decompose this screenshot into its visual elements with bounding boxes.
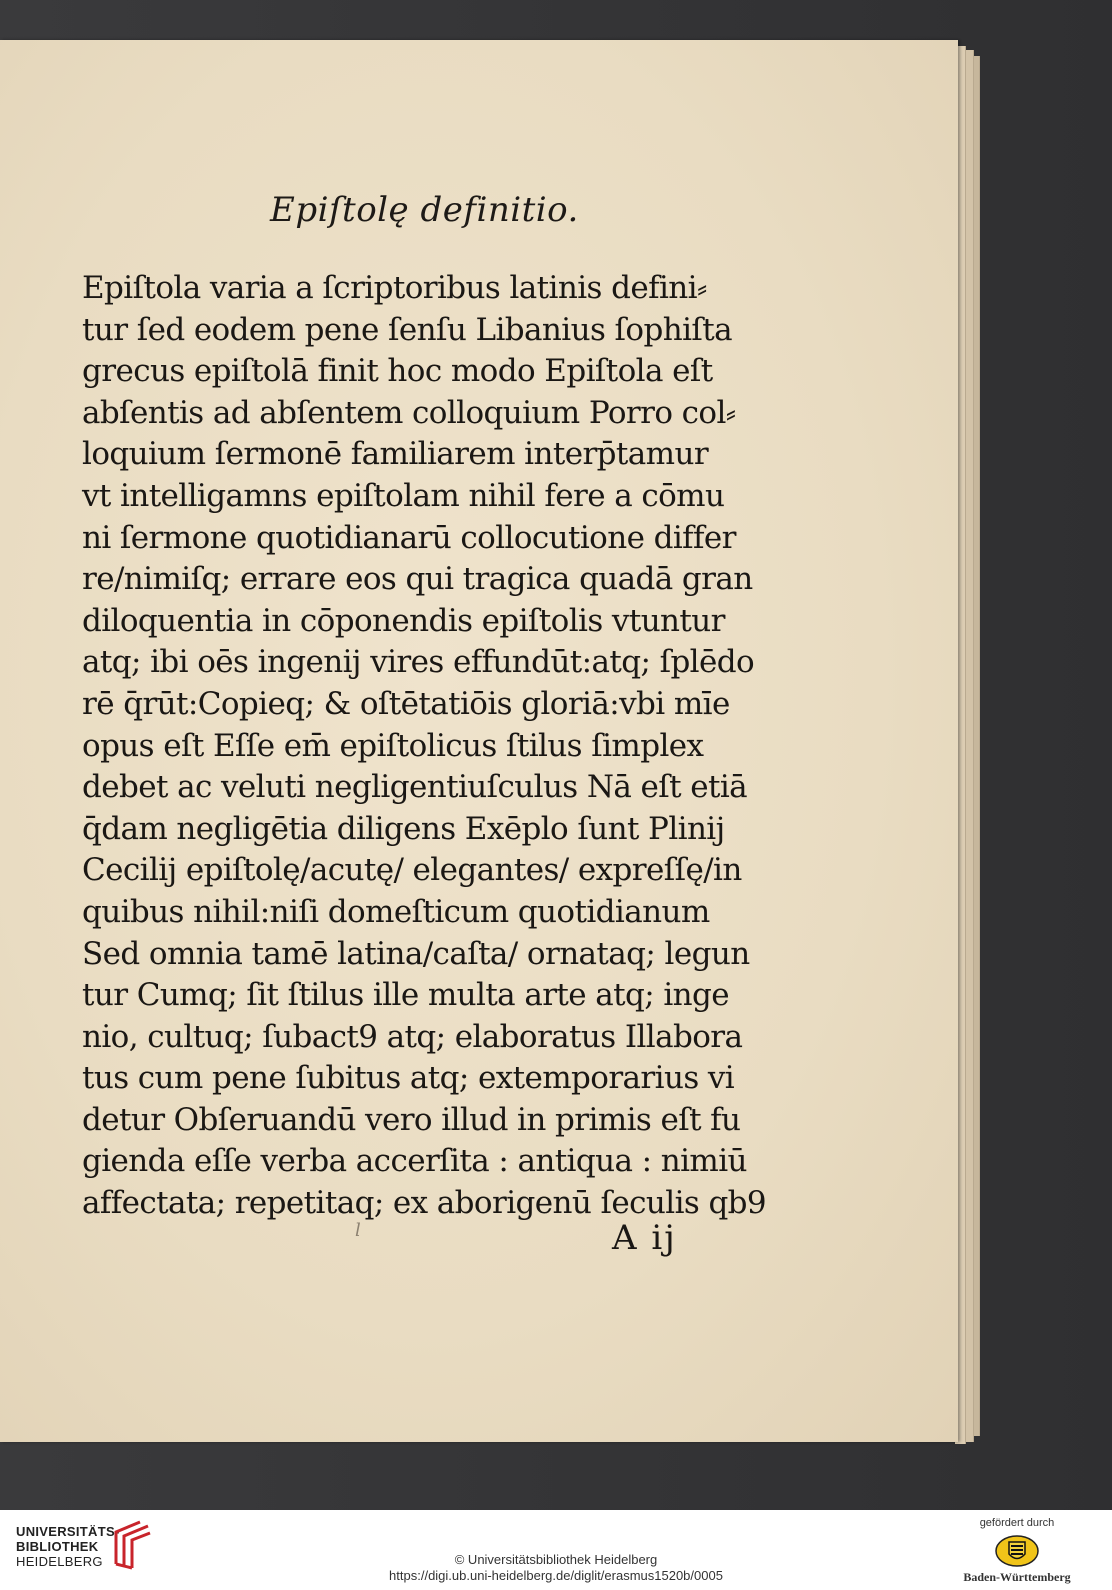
permalink[interactable]: https://digi.ub.uni-heidelberg.de/diglit/erasmus1520b/0005 — [389, 1568, 723, 1583]
text-line: tur ſed eodem pene ſenſu Libanius ſophiſta — [82, 311, 733, 348]
page-text — [82, 268, 782, 1225]
funded-name: Baden-Württemberg — [963, 1570, 1071, 1584]
copyright — [0, 1552, 1112, 1584]
pencil-mark: l — [355, 1220, 361, 1241]
text-line: abſentis ad abſentem colloquium Porro col⸗ — [82, 394, 736, 431]
text-line: tur Cumq; ſit ſtilus ille multa arte atq; inge — [82, 977, 730, 1014]
logo-line: BIBLIOTHEK — [16, 1539, 99, 1554]
copyright-text: © Universitätsbibliothek Heidelberg — [454, 1552, 658, 1567]
logo-line: UNIVERSITÄTS- — [16, 1524, 120, 1539]
text-line: atq; ibi oēs ingenij vires effundūt:atq; ſplēdo — [82, 644, 755, 681]
funded-label: gefördert durch — [979, 1517, 1055, 1529]
signature-mark: A ij — [612, 1218, 677, 1258]
text-line: nio, cultuq; ſubact9 atq; elaboratus Illabora — [82, 1018, 743, 1055]
text-line: Cecilij epiſtolę/acutę/ elegantes/ expreſſę/in — [82, 852, 742, 889]
text-line: gienda eſſe verba accerſita : antiqua : nimiū — [82, 1143, 747, 1180]
text-line: ni ſermone quotidianarū collocutione differ — [82, 519, 736, 556]
coat-of-arms-icon — [994, 1534, 1040, 1568]
text-line: debet ac veluti negligentiuſculus Nā eſt etiā — [82, 769, 748, 806]
text-line: diloquentia in cōponendis epiſtolis vtuntur — [82, 602, 725, 639]
text-line: Epiſtola varia a ſcriptoribus latinis defini⸗ — [82, 270, 707, 306]
logo-line: HEIDELBERG — [16, 1554, 103, 1569]
text-line: rē q̄rūt:Copieq; & oſtētatiōis gloriā:vbi mīe — [82, 685, 730, 722]
text-line: grecus epiſtolā finit hoc modo Epiſtola eſt — [82, 353, 713, 390]
text-line: affectata; repetitaq; ex aborigenū ſeculis qb9 — [82, 1185, 767, 1222]
funding-note — [952, 1516, 1082, 1584]
text-line: q̄dam negligētia diligens Exēplo ſunt Plinij — [82, 810, 725, 847]
page-edge — [965, 50, 974, 1442]
text-line: vt intelligamns epiſtolam nihil fere a cōmu — [82, 477, 725, 514]
text-line: detur Obſeruandū vero illud in primis eſt fu — [82, 1101, 741, 1138]
book-page — [0, 40, 958, 1442]
text-line: opus eſt Eſſe em̄ epiſtolicus ſtilus ſimplex — [82, 727, 704, 764]
text-line: loquium ſermonē familiarem interp̄tamur — [82, 436, 709, 473]
page-edge — [973, 56, 980, 1436]
text-line: quibus nihil:niſi domeſticum quotidianum — [82, 893, 710, 930]
text-line: tus cum pene ſubitus atq; extemporarius vi — [82, 1060, 735, 1097]
text-line: re/nimiſq; errare eos qui tragica quadā gran — [82, 561, 753, 598]
footer — [0, 1510, 1112, 1590]
page-heading: Epiſtolę definitio. — [270, 190, 579, 230]
text-line: Sed omnia tamē latina/caſta/ ornataq; legun — [82, 935, 750, 972]
